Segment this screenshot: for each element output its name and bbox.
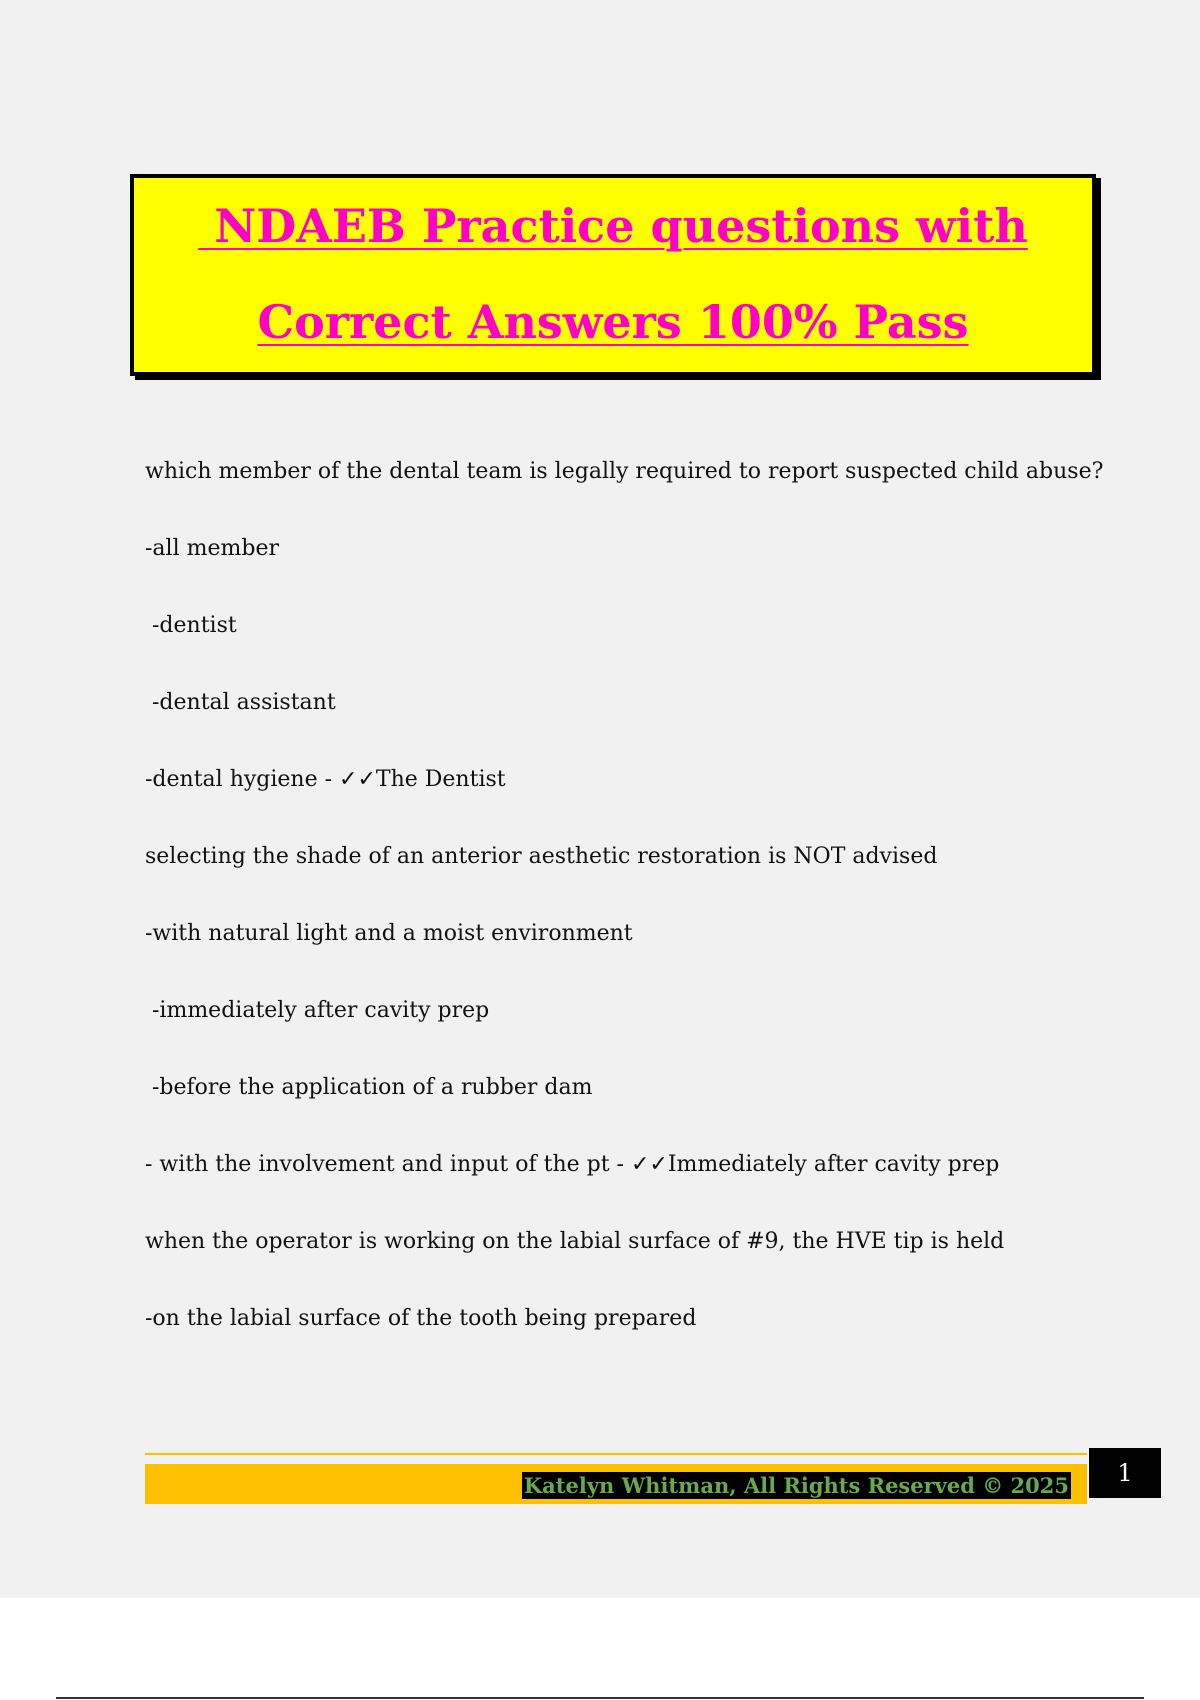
line-text: -all member: [145, 536, 279, 561]
title-line-1: NDAEB Practice questions with: [198, 199, 1028, 253]
option-line: [145, 606, 1085, 683]
answer-text: The Dentist: [375, 767, 506, 792]
question-2: [145, 837, 1085, 914]
option-line: [145, 683, 1085, 760]
line-text: selecting the shade of an anterior aesthetic restoration is NOT advised: [145, 844, 938, 869]
line-text: -immediately after cavity prep: [145, 998, 490, 1023]
footer-copyright: Katelyn Whitman, All Rights Reserved © 2025: [523, 1473, 1069, 1498]
option-with-answer: [145, 1145, 1085, 1222]
page-bottom-divider: [56, 1697, 1144, 1699]
line-text: -before the application of a rubber dam: [145, 1075, 593, 1100]
checkmark-icon: ✓✓: [630, 1152, 668, 1177]
option-line: [145, 1299, 1085, 1376]
footer-band: [145, 1464, 1087, 1504]
line-text: when the operator is working on the labial surface of #9, the HVE tip is held: [145, 1229, 1005, 1254]
option-line: [145, 914, 1085, 991]
line-text: -dental assistant: [145, 690, 336, 715]
option-line: [145, 991, 1085, 1068]
line-text: -dentist: [145, 613, 237, 638]
page-number: 1: [1089, 1448, 1161, 1498]
question-1: [145, 452, 1104, 529]
title-line-2: Correct Answers 100% Pass: [257, 295, 969, 349]
checkmark-icon: ✓✓: [339, 767, 376, 792]
option-line: [145, 1068, 1085, 1145]
line-text: -dental hygiene -: [145, 767, 340, 792]
option-with-answer: [145, 760, 1085, 837]
title-banner: [130, 174, 1096, 376]
line-text: - with the involvement and input of the pt -: [145, 1152, 631, 1177]
option-line: [145, 529, 1085, 606]
line-text: which member of the dental team is legally required to report suspected child abuse?: [145, 459, 1104, 484]
answer-text: Immediately after cavity prep: [667, 1152, 1000, 1177]
footer-divider: [145, 1453, 1087, 1455]
question-content: [145, 452, 1104, 1376]
line-text: -with natural light and a moist environment: [145, 921, 633, 946]
line-text: -on the labial surface of the tooth being prepared: [145, 1306, 697, 1331]
question-3: [145, 1222, 1085, 1299]
